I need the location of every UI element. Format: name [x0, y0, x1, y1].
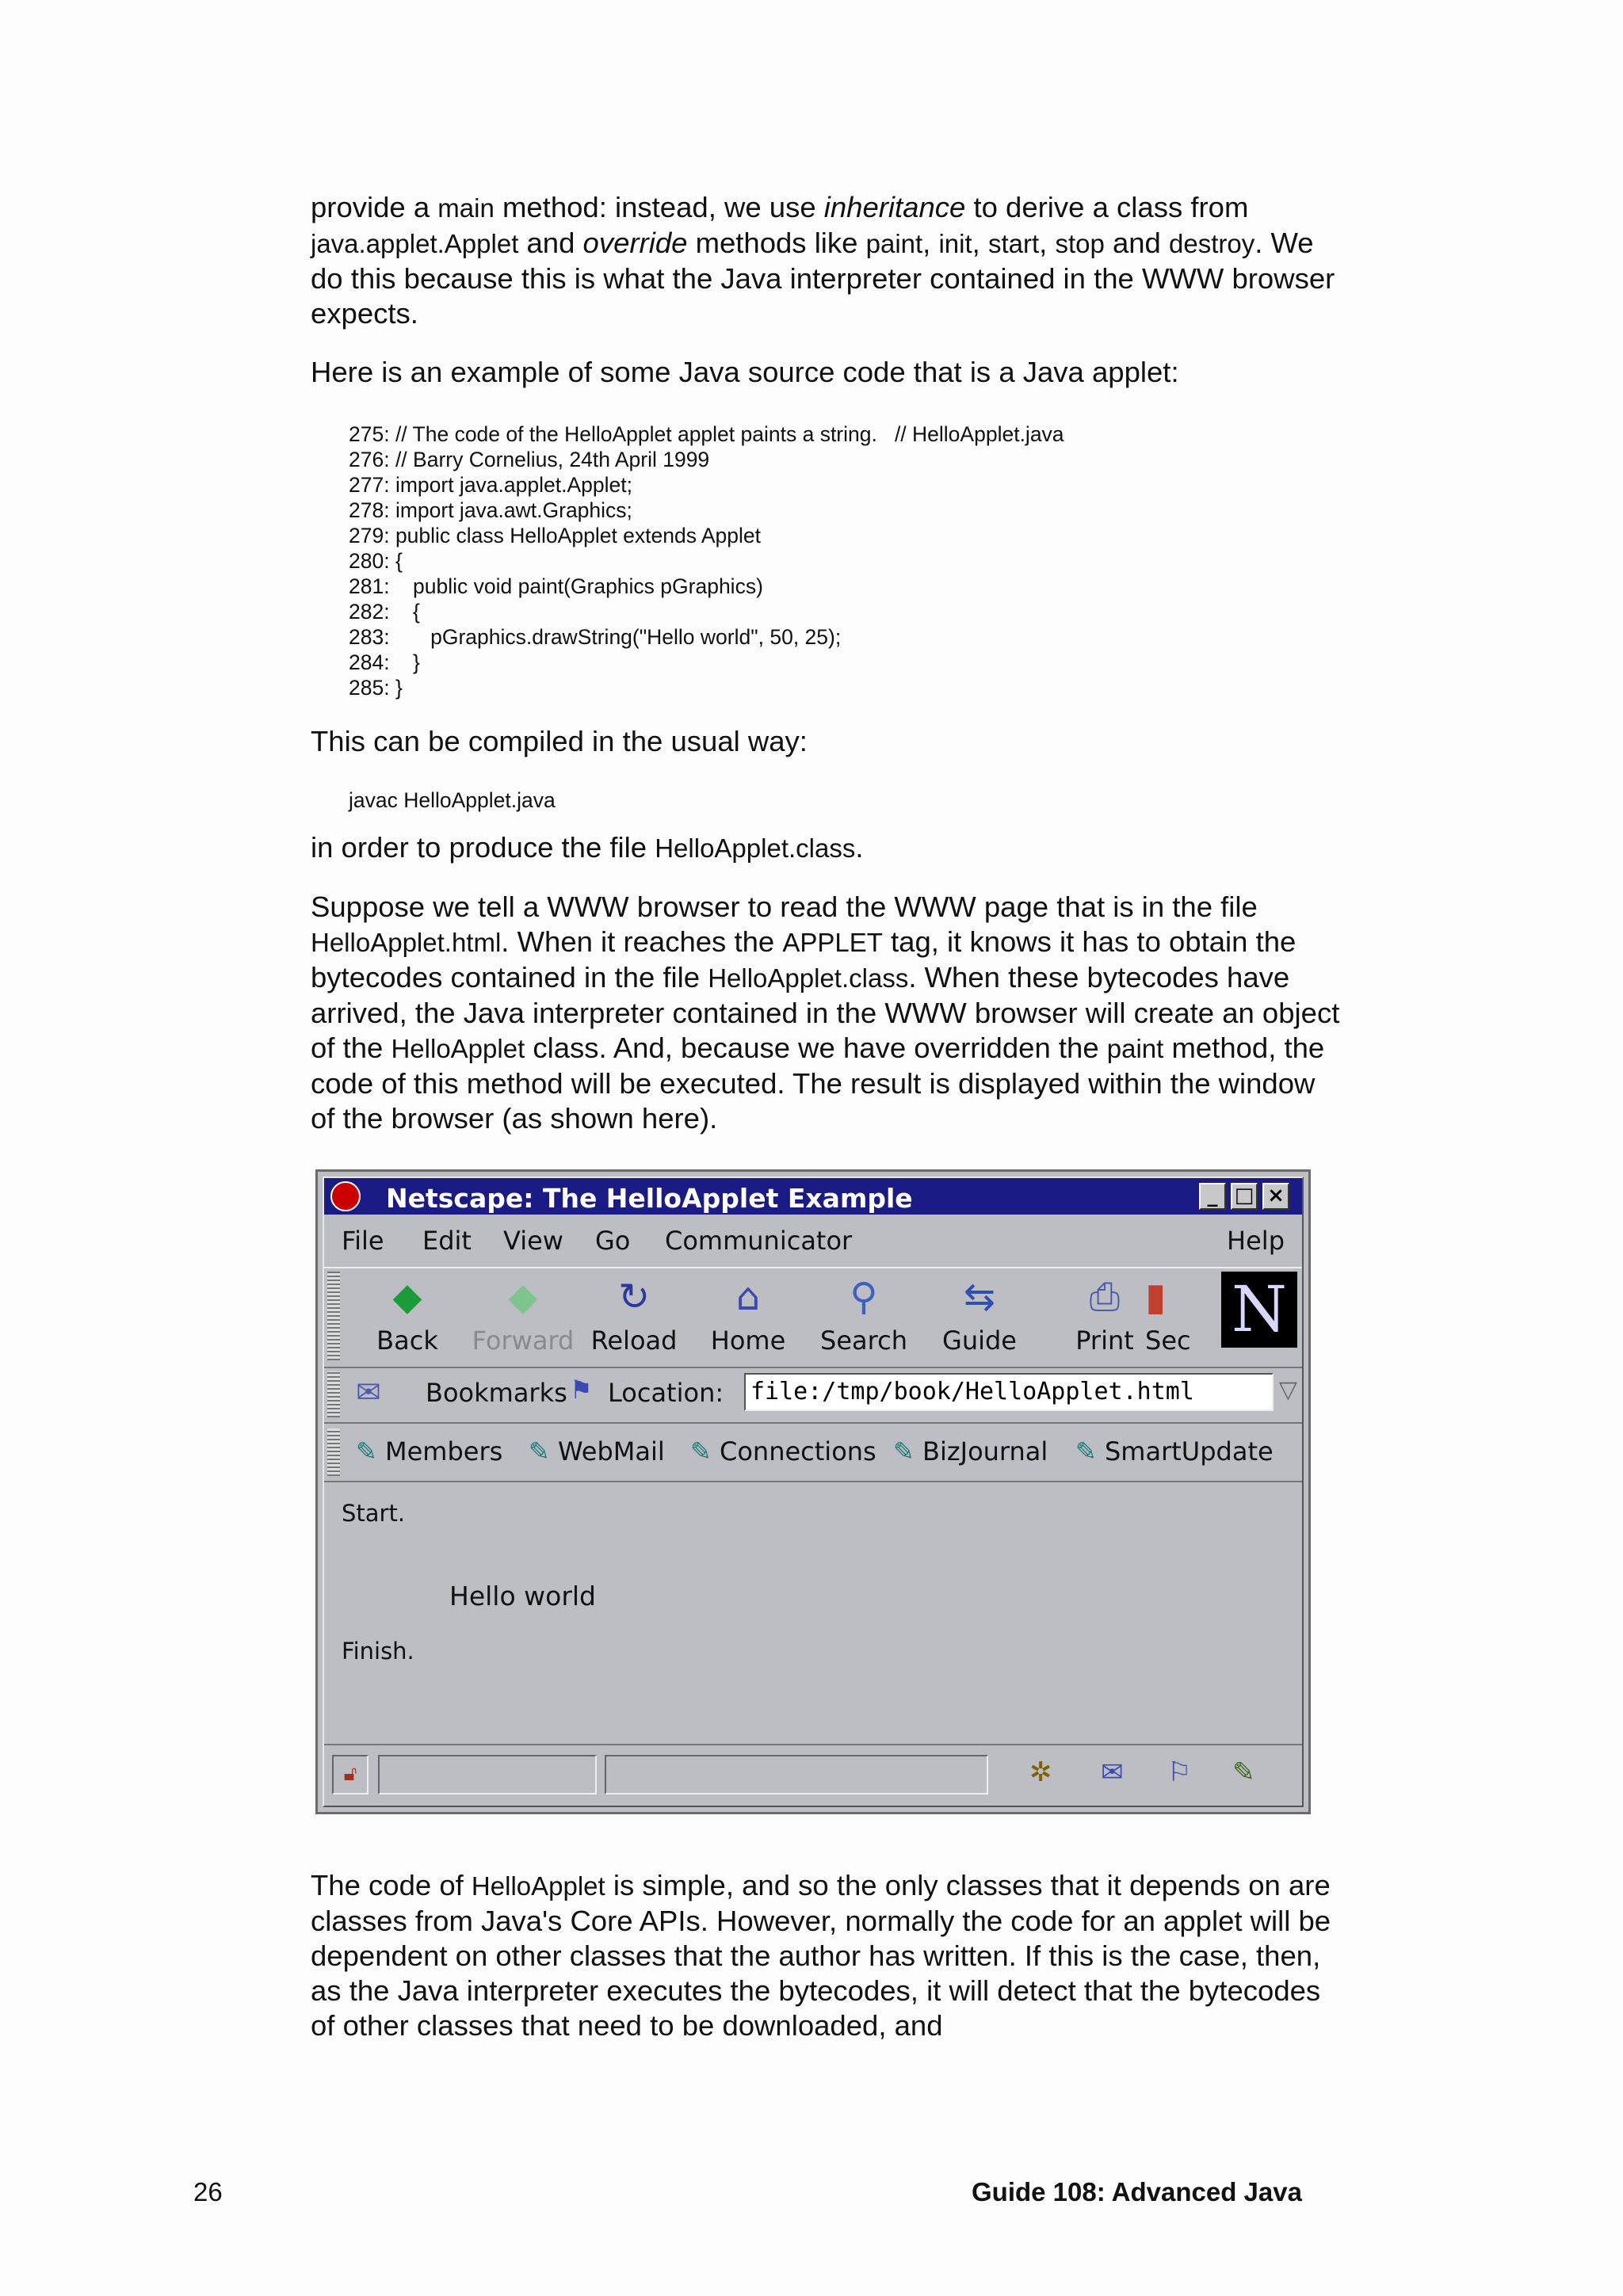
guide-icon: ⇆ [963, 1275, 996, 1319]
bookmark-pen-icon: ✎ [529, 1436, 550, 1466]
code-listing [311, 421, 1341, 700]
close-button[interactable]: × [1262, 1183, 1289, 1210]
personal-grip[interactable] [327, 1428, 340, 1476]
bookmark-pen-icon: ✎ [690, 1436, 712, 1466]
menu-go[interactable]: Go [595, 1226, 631, 1256]
smartupdate-link[interactable]: ✎ SmartUpdate [1075, 1436, 1274, 1466]
component-bar [995, 1755, 1293, 1794]
page-number: 26 [193, 2177, 223, 2206]
progress-field [378, 1755, 597, 1794]
forward-icon: ◆ [508, 1275, 538, 1319]
menu-bar [324, 1218, 1302, 1262]
location-icon: ⚑ [570, 1375, 593, 1405]
netscape-logo-icon: N [1221, 1272, 1297, 1348]
code-line: 282: { [349, 600, 420, 624]
location-input[interactable]: file:/tmp/book/HelloApplet.html [744, 1373, 1274, 1411]
security-button[interactable]: ▮ Sec [1145, 1275, 1191, 1356]
code-line: 281: public void paint(Graphics pGraphics) [349, 574, 763, 598]
paragraph-dependencies: The code of HelloApplet is simple, and so the only classes that it depends on are classes from Java's Core APIs. However, normally the code for an applet will be dependent on other classes that the author has written. If this is the case, then, as the Java interpreter executes the bytecodes, it will detect that the bytecodes of other classes that need to be downloaded, and [311, 1869, 1331, 2042]
print-button[interactable]: ⎙ Print [1075, 1275, 1134, 1356]
menu-help[interactable]: Help [1227, 1226, 1285, 1256]
bookmark-pen-icon: ✎ [356, 1436, 377, 1466]
paragraph-compile: This can be compiled in the usual way: [311, 725, 808, 757]
applet-finish-text: Finish. [342, 1638, 414, 1665]
connections-link[interactable]: ✎ Connections [690, 1436, 876, 1466]
menu-view[interactable]: View [503, 1226, 563, 1256]
paragraph-inheritance: provide a main method: instead, we use inheritance to derive a class from java.applet.Applet and override methods like paint, init, start, stop and destroy. We do this because this is what the Java interpreter contained in the WWW browser expects. [311, 191, 1335, 330]
code-line: 285: } [349, 676, 403, 700]
members-link[interactable]: ✎ Members [356, 1436, 503, 1466]
personal-toolbar [324, 1425, 1302, 1482]
composer-icon[interactable]: ✎ [1232, 1756, 1255, 1788]
status-bar [324, 1744, 1302, 1806]
lock-icon[interactable]: 🔓︎ [332, 1755, 369, 1794]
discussion-icon[interactable]: ⚐ [1167, 1756, 1192, 1788]
guide-button[interactable]: ⇆ Guide [942, 1275, 1017, 1356]
bookmark-pen-icon: ✎ [893, 1436, 915, 1466]
search-icon: ⚲ [850, 1275, 878, 1319]
back-icon: ◆ [392, 1275, 422, 1319]
navigator-icon[interactable]: ✲ [1029, 1756, 1052, 1788]
location-label: Location: [608, 1378, 724, 1408]
page-content [324, 1484, 1302, 1742]
location-dropdown-icon[interactable]: ▽ [1278, 1376, 1297, 1404]
menu-communicator[interactable]: Communicator [665, 1226, 853, 1256]
minimize-button[interactable]: _ [1199, 1183, 1226, 1210]
location-toolbar [324, 1368, 1302, 1424]
status-text-field [605, 1755, 988, 1794]
code-line: 278: import java.awt.Graphics; [349, 498, 632, 522]
paragraph-example-intro: Here is an example of some Java source code that is a Java applet: [311, 356, 1179, 388]
bizjournal-link[interactable]: ✎ BizJournal [893, 1436, 1048, 1466]
print-icon: ⎙ [1089, 1275, 1121, 1319]
title-bar [324, 1178, 1302, 1215]
code-line: 279: public class HelloApplet extends Applet [349, 524, 762, 547]
reload-icon: ↻ [617, 1275, 651, 1319]
menu-edit[interactable]: Edit [422, 1226, 472, 1256]
toolbar-grip[interactable] [327, 1272, 340, 1360]
code-line: 283: pGraphics.drawString("Hello world", 50, 25); [349, 625, 842, 649]
webmail-link[interactable]: ✎ WebMail [529, 1436, 665, 1466]
window-title: Netscape: The HelloApplet Example [386, 1183, 913, 1214]
back-button[interactable]: ◆ Back [376, 1275, 438, 1356]
compile-command: javac HelloApplet.java [349, 788, 556, 812]
bookmarks-icon: ✉ [356, 1375, 381, 1409]
forward-button[interactable]: ◆ Forward [472, 1275, 575, 1356]
home-icon: ⌂ [735, 1275, 761, 1319]
applet-hello-text: Hello world [449, 1581, 596, 1611]
security-icon: ▮ [1145, 1275, 1167, 1319]
code-line: 280: { [349, 549, 403, 573]
code-line: 284: } [349, 650, 420, 674]
code-line: 277: import java.applet.Applet; [349, 473, 632, 497]
reload-button[interactable]: ↻ Reload [590, 1275, 678, 1356]
netscape-window [315, 1169, 1311, 1814]
paragraph-produce: in order to produce the file HelloApplet.class. [311, 831, 864, 864]
code-line: 276: // Barry Cornelius, 24th April 1999 [349, 448, 710, 471]
code-line: 275: // The code of the HelloApplet applet paints a string. // HelloApplet.java [349, 422, 1064, 446]
document-body [311, 190, 1341, 1136]
bookmark-pen-icon: ✎ [1075, 1436, 1097, 1466]
navigation-toolbar [324, 1267, 1302, 1368]
search-button[interactable]: ⚲ Search [820, 1275, 907, 1356]
applet-start-text: Start. [342, 1500, 406, 1527]
redhat-icon [330, 1181, 361, 1211]
paragraph-browser: Suppose we tell a WWW browser to read the WWW page that is in the file HelloApplet.html. When it reaches the APPLET tag, it knows it has to obtain the bytecodes contained in the file HelloApplet.class. When these bytecodes have arrived, the Java interpreter contained in the WWW browser will create an object of the HelloApplet class. And, because we have overridden the paint method, the code of this method will be executed. The result is displayed within the window of the browser (as shown here). [311, 891, 1340, 1135]
menu-file[interactable]: File [342, 1226, 384, 1256]
bookmarks-button[interactable]: Bookmarks [426, 1378, 567, 1408]
maximize-button[interactable]: □ [1231, 1183, 1258, 1210]
guide-title: Guide 108: Advanced Java [972, 2177, 1302, 2206]
home-button[interactable]: ⌂ Home [710, 1275, 786, 1356]
mail-icon[interactable]: ✉ [1101, 1756, 1124, 1788]
location-grip[interactable] [327, 1371, 340, 1417]
document-body-continued [311, 1868, 1341, 2043]
